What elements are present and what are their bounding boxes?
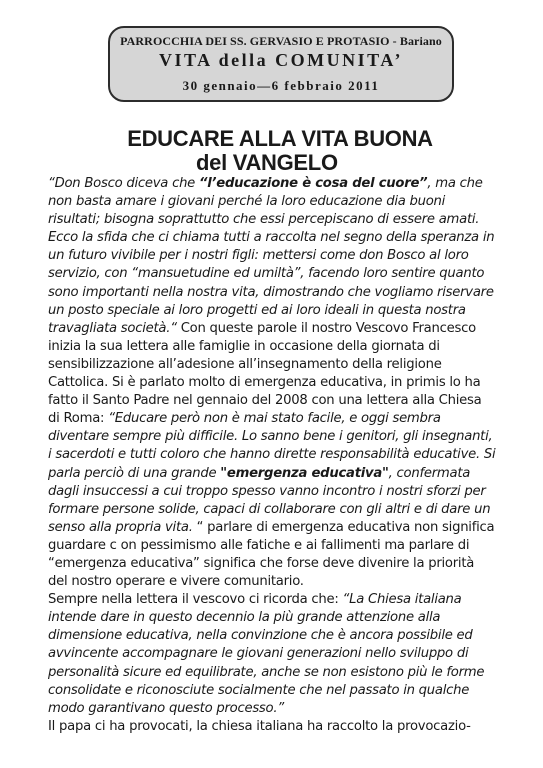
article-body [48, 175, 496, 736]
parish-name: PARROCCHIA DEI SS. GERVASIO E PROTASIO - Bariano [120, 34, 442, 48]
paragraph-4: Il papa ci ha provocati, la chiesa italiana ha raccolto la provocazio- [48, 718, 471, 734]
article-title-line1: EDUCARE ALLA VITA BUONA [127, 126, 433, 151]
newsletter-header [108, 26, 454, 102]
article-title-line2: del VANGELO [196, 150, 338, 175]
paragraph-2: Ecco la sfida che ci chiama tutti a raccolta nel segno della speranza in un futuro vivibile per i nostri figli: mettersi come don Bosco al loro servizio, con “mansuetudine ed umiltà”, facendo loro sentire quanto sono importanti nella nostra vita, dimostrando che vogliamo riservare un posto speciale ai loro progetti ed ai loro ideali in questa nostra travagliata società.“ Con queste parole il nostro Vescovo Francesco inizia la sua lettera alle famiglie in occasione della giornata di sensibilizzazione all’adesione all’insegnamento della religione Cattolica. Si è parlato molto di emergenza educativa, in primis lo ha fatto il Santo Padre nel gennaio del 2008 con una lettera alla Chiesa di Roma: “Educare però non è mai stato facile, e oggi sembra diventare sempre più difficile. Lo sanno bene i genitori, gli insegnanti, i sacerdoti e tutti coloro che hanno dirette responsabilità educative. Si parla perciò di una grande "emergenza educativa", confermata dagli insuccessi a cui troppo spesso vanno incontro i nostri sforzi per formare persone solide, capaci di collaborare con gli altri e di dare un senso alla propria vita. “ parlare di emergenza educativa non significa guardare c on pessimismo alle fatiche e ai fallimenti ma parlare di “emergenza educativa” significa che forse deve divenire la priorità del nostro operare e vivere comunitario. [48, 230, 496, 590]
issue-dates: 30 gennaio—6 febbraio 2011 [182, 78, 380, 93]
quote-bold: “l’educazione è cosa del cuore” [199, 176, 428, 191]
emergenza-educativa-bold: "emergenza educativa" [220, 465, 389, 481]
paragraph-3: Sempre nella lettera il vescovo ci ricorda che: “La Chiesa italiana intende dare in questo decennio la più grande attenzione alla dimensione educativa, nella convinzione che è ancora possibile ed avvincente accompagnare le giovani generazioni nello sviluppo di personalità sicure ed equilibrate, anche se non esistono più le forme consolidate e riconosciute socialmente che nel passato in qualche modo garantivano questo processo.” [48, 592, 485, 716]
paragraph-1: “Don Bosco diceva che “l’educazione è cosa del cuore”, ma che non basta amare i giovani perché la loro educazione dia buoni risultati; bisogna soprattutto che essi percepiscano di essere amati. [48, 176, 483, 228]
newsletter-title: VITA della COMUNITA’ [158, 50, 403, 70]
